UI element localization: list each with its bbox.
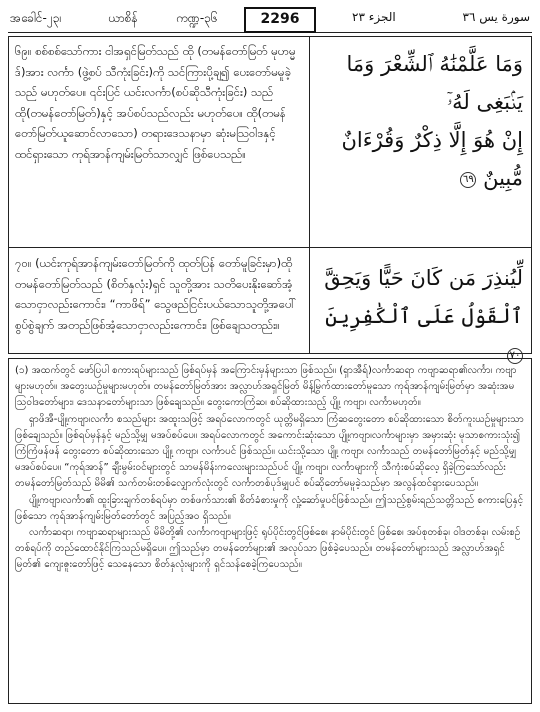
verse-70-arabic-line-1: لِّيُنذِرَ مَن كَانَ حَيًّا وَيَحِقَّ	[324, 266, 523, 290]
verse-69-arabic-text: إِنْ هُوَ إِلَّا ذِكْرٌ وَقُرْءَانٌ مُّبِينٌ	[341, 128, 523, 190]
header-surah-arabic: سورة يس ٣٦	[462, 10, 530, 24]
verse-70-translation: ၇၀။ (ယင်းကုရ်အာန်ကျမ်းတော်မြတ်ကို ထုတ်ပြန် တော်မူခြင်းမှာ)ထိုတမန်တော်မြတ်သည် (စိတ်နှလုံး)ရှင် သူတို့အား သတိပေးနိုးဆော်အံ့သောငှာလည်းကောင်း၊ “ကာဖိရ်” သွေဖည်ငြင်းပယ်သောသူတို့အပေါ် စွပ်စွဲချက် အတည်ဖြစ်အံ့သောငှာလည်းကောင်း၊ ဖြစ်ချေသတည်း။	[15, 256, 297, 332]
page-number: 2296	[244, 7, 316, 33]
note-paragraph: ပျို့၊ကဗျာ၊လင်္ကာ၏ ထူးခြားချက်တစ်ရပ်မှာ တစ်ဖက်သား၏ စိတ်ခံစားမှုကို လှုံ့ဆော်မှုပင်ဖြစ်သည်။ ဤသည့်စွမ်းရည်သတ္တိသည် စကားပြေနှင့်ဖြစ်သော ကုရ်အာန်ကျမ်းမြတ်တော်တွင် အပြည့်အဝ ရှိသည်။	[15, 494, 524, 522]
verse-69-arabic	[313, 45, 523, 197]
verse-number-marker: ٧٠	[507, 348, 523, 364]
header-left-label: အခေါင်-၂၃၊	[10, 11, 62, 25]
header-surah-name: ယာစိန်	[108, 11, 138, 25]
verse-divider	[9, 247, 531, 248]
page-header	[8, 6, 532, 33]
column-divider	[309, 37, 310, 353]
note-paragraph: (၁) အထက်တွင် ဖော်ပြပါ စကားရပ်များသည် ဖြစ်ရပ်မှန် အကြောင်းမှန်များသာ ဖြစ်သည်။ (ရှာအီရ်)လင်္ကာဆရာ ကဗျာဆရာ၏လင်္ကာ၊ ကဗျာများမဟုတ်။ အတွေးယဉ်မှုများမဟုတ်။ တမန်တော်မြတ်အား အလ္လာဟ်အရှင်မြတ် မိန့်မြွက်ထားတော်မူသော ကုရ်အာန်ကျမ်းမြတ်မှာ အဆုံးအမ သြဝါဒတော်များ၊ ဒေသနာတော်များသာ ဖြစ်ချေသည်။ တွေးကောကြံဆ၊ စပ်ဆိုထားသည့် ပျို့၊ ကဗျာ၊ လင်္ကာမဟုတ်။	[15, 365, 517, 409]
verse-69-translation: ၆၉။ စစ်စစ်သော်ကား ငါအရှင်မြတ်သည် ထို (တမန်တော်မြတ် မုဟမ္မဒ်)အား လင်္ကာ (ဖွဲ့စပ် သီကုံးခြင်း)ကို သင်ကြားပို့ချ၍ ပေးတော်မမူခဲ့သည် မဟုတ်ပေ။ ၎င်းပြင် ယင်းလင်္ကာ(စပ်ဆိုသီကုံးခြင်း) သည် ထို(တမန်တော်မြတ်)နှင့် အပ်စပ်သည်လည်း မဟုတ်ပေ။ ထို(တမန်တော်မြတ်ယူဆောင်လာသော) တရားဒေသနာမှာ ဆုံးမသြဝါဒနှင့် ထင်ရှားသော ကုရ်အာန်ကျမ်းမြတ်သာလျှင် ဖြစ်ပေသည်။	[15, 44, 296, 161]
header-section-label: ကဏ္ဍ-၃၆	[176, 11, 218, 25]
note-paragraph: ရှာဖိအီ-ပျို့၊ကဗျာ၊လင်္ကာ စသည်များ အထူးသဖြင့် အရပ်လောကတွင် ယုတ္တိမရှိသော ကြံဆတွေးတော စပ်ဆိုထားသော စိတ်ကူးယဉ်မှုများသာ ဖြစ်ချေသည်။ ဖြစ်ရပ်မှန်နှင့် မည်သို့မျှ မအပ်စပ်ပေ။ အရပ်လောကတွင် အကောင်းဆုံးသော ပျို့၊ကဗျာ၊လင်္ကာများမှာ အမှားဆုံး မုသာစကားသုံး၍ ကြံကြံဖန်ဖန် တွေးတော စပ်ဆိုထားသော ပျို့၊ ကဗျာ၊ လင်္ကာပင် ဖြစ်သည်။ ယင်းသို့သော ပျို့၊ ကဗျာ၊ လင်္ကာသည် တမန်တော်မြတ်နှင့် မည်သို့မျှ မအပ်စပ်ပေ။ “ကုရ်အာန်” ချီးမွမ်းဝင်များတွင် သာမန်မိန်းကလေးများသည်ပင် ပျို့၊ ကဗျာ၊ လင်္ကာများကို သီကုံးစပ်ဆိုလေ့ ရှိခဲ့ကြသော်လည်း တမန်တော်မြတ်သည် မိမိ၏ သက်တမ်းတစ်လျှောက်လုံးတွင် လင်္ကာတစ်ပုဒ်မျှပင် စပ်ဆိုတော်မမူခဲ့သည်မှာ အလွန်ထင်ရှားပေသည်။	[15, 413, 524, 490]
page	[8, 6, 532, 704]
verses-frame	[8, 36, 532, 361]
verse-70-arabic	[313, 259, 523, 373]
commentary-notes	[8, 358, 532, 704]
note-paragraph: လင်္ကာဆရာ၊ ကဗျာဆရာများသည် မိမိတို့၏ လင်္ကာကဗျာများဖြင့် ရုပ်ပိုင်းတွင်ဖြစ်စေ၊ နာမ်ပိုင်းတွင် ဖြစ်စေ၊ အပ်စုတစ်ခု၊ ဝါဒတစ်ခု၊ လမ်းစဉ်တစ်ရပ်ကို တည်ထောင်နိုင်ကြသည်မရှိပေ။ ဤသည်မှာ တမန်တော်များ၏ အလုပ်သာ ဖြစ်ခဲ့ပေသည်။ တမန်တော်များသည် အလ္လာဟ်အရှင်မြတ်၏ ကျေးဇူးတော်ဖြင့် သေနေသော စိတ်နှလုံးများကို ရှင်သန်စေခဲ့ကြပေသည်။	[15, 527, 521, 571]
verse-69-arabic-line-2	[313, 121, 523, 197]
verse-69-arabic-line-1: وَمَا عَلَّمْنَٰهُ ٱلشِّعْرَ وَمَا يَنۢبَغِى لَهُۥٓ	[346, 52, 523, 114]
header-juz-label: الجزء ٢٣	[352, 10, 396, 24]
verse-70-arabic-text: ٱلْقَوْلُ عَلَى ٱلْكَٰفِرِينَ	[325, 304, 523, 328]
verse-number-marker: ٦٩	[460, 172, 476, 188]
